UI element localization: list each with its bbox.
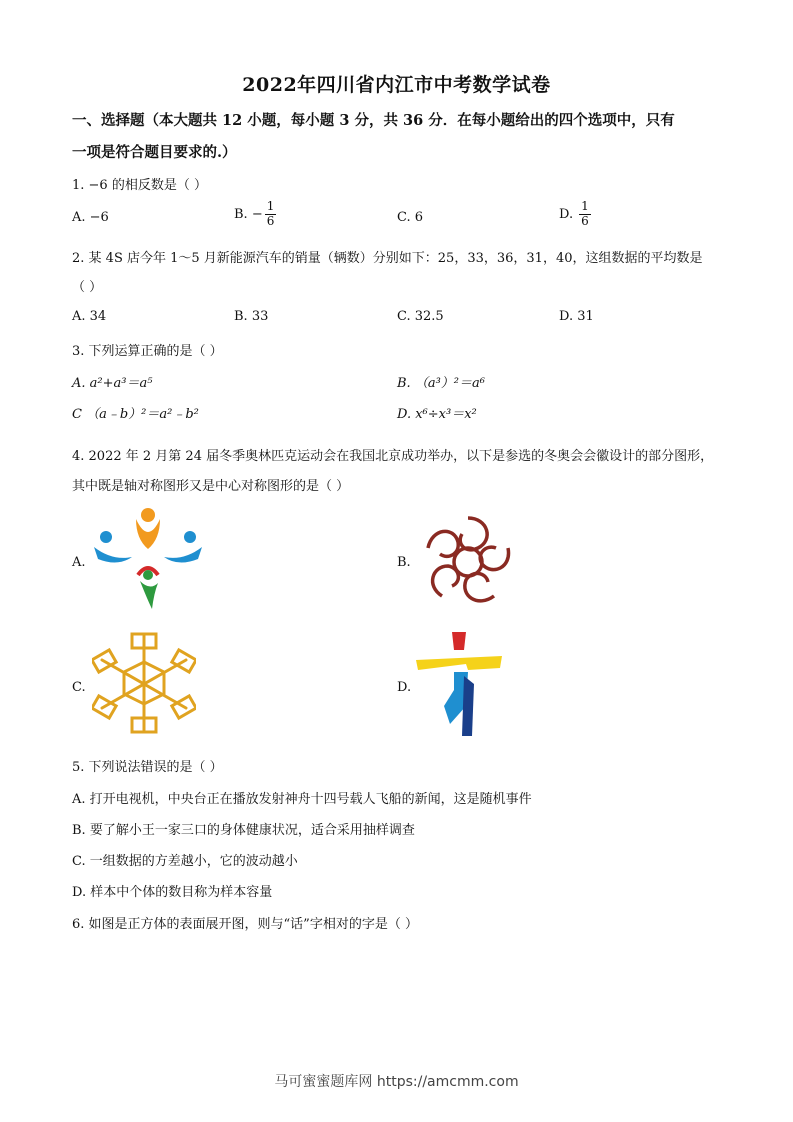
snowflake-strokes — [92, 634, 196, 732]
figure-bottom — [140, 581, 158, 609]
question-1-option-a: A. −6 — [72, 210, 109, 225]
question-5-stem: 5. 下列说法错误的是（ ） — [72, 760, 223, 775]
figure-right — [164, 547, 202, 563]
option-d-prefix: D. — [559, 206, 574, 222]
question-1-option-b — [234, 200, 276, 229]
question-3-option-d: D. x⁶÷x³＝x² — [397, 407, 477, 422]
section-heading-line1: 一、选择题（本大题共 12 小题，每小题 3 分，共 36 分．在每小题给出的四个选项中，只有 — [72, 112, 675, 129]
question-3-stem: 3. 下列运算正确的是（ ） — [72, 344, 223, 359]
question-3-option-b: B. （a³）²＝a⁶ — [397, 376, 485, 391]
head-right — [184, 531, 196, 543]
question-5-option-c: C. 一组数据的方差越小，它的波动越小 — [72, 854, 298, 869]
head-left — [100, 531, 112, 543]
question-6-stem: 6. 如图是正方体的表面展开图，则与“话”字相对的字是（ ） — [72, 917, 418, 932]
fraction-numerator: 1 — [266, 199, 275, 213]
ribbon-navy — [462, 676, 474, 736]
question-4-option-a-label: A. — [72, 555, 86, 570]
question-2-option-c: C. 32.5 — [397, 309, 444, 324]
question-4-option-b-label: B. — [397, 555, 411, 570]
question-2-stem-line1: 2. 某 4S 店今年 1～5 月新能源汽车的销量（辆数）分别如下：25，33，36，31，40，这组数据的平均数是 — [72, 251, 703, 266]
question-5-option-b: B. 要了解小王一家三口的身体健康状况，适合采用抽样调查 — [72, 823, 415, 838]
fraction-denominator: 6 — [581, 213, 589, 228]
question-2-option-a: A. 34 — [72, 309, 107, 324]
people-emblem-icon — [92, 505, 204, 613]
fraction — [265, 200, 277, 229]
fraction — [579, 200, 591, 229]
question-2-stem-line2: （ ） — [72, 280, 103, 295]
question-3-option-c: C （a﹣b）²＝a²﹣b² — [72, 407, 199, 422]
option-b-prefix: B. − — [234, 206, 263, 222]
figure-top — [136, 519, 160, 549]
ribbon-yellow — [416, 656, 502, 670]
ribbon-emblem-icon — [416, 632, 506, 740]
question-4-stem-line1: 4. 2022 年 2 月第 24 届冬季奥林匹克运动会在我国北京成功举办，以下是参选的冬奥会会徽设计的部分图形， — [72, 449, 714, 464]
question-4-option-d-label: D. — [397, 680, 412, 695]
footer-watermark: 马可蜜蜜题库网 https://amcmm.com — [274, 1074, 519, 1090]
section-heading-line2: 一项是符合题目要求的.） — [72, 144, 237, 161]
page-title: 2022年四川省内江市中考数学试卷 — [242, 74, 551, 96]
ribbon-red — [452, 632, 466, 650]
question-5-option-a: A. 打开电视机，中央台正在播放发射神舟十四号载人飞船的新闻，这是随机事件 — [72, 792, 532, 807]
fraction-numerator: 1 — [581, 199, 589, 213]
head-bottom — [143, 570, 153, 580]
knot-emblem-icon — [416, 510, 520, 610]
question-3-option-a: A. a²+a³＝a⁵ — [72, 376, 153, 391]
knot-rings — [428, 518, 509, 601]
head-top — [141, 508, 155, 522]
question-1-stem: 1. −6 的相反数是（ ） — [72, 178, 207, 193]
snowflake-emblem-icon — [92, 630, 196, 736]
question-4-stem-line2: 其中既是轴对称图形又是中心对称图形的是（ ） — [72, 479, 350, 494]
figure-left — [94, 547, 132, 563]
question-1-option-c: C. 6 — [397, 210, 424, 225]
question-2-option-b: B. 33 — [234, 309, 269, 324]
fraction-denominator: 6 — [266, 213, 275, 228]
question-5-option-d: D. 样本中个体的数目称为样本容量 — [72, 885, 273, 900]
question-2-option-d: D. 31 — [559, 309, 594, 324]
question-4-option-c-label: C. — [72, 680, 86, 695]
question-1-option-d — [559, 200, 591, 229]
